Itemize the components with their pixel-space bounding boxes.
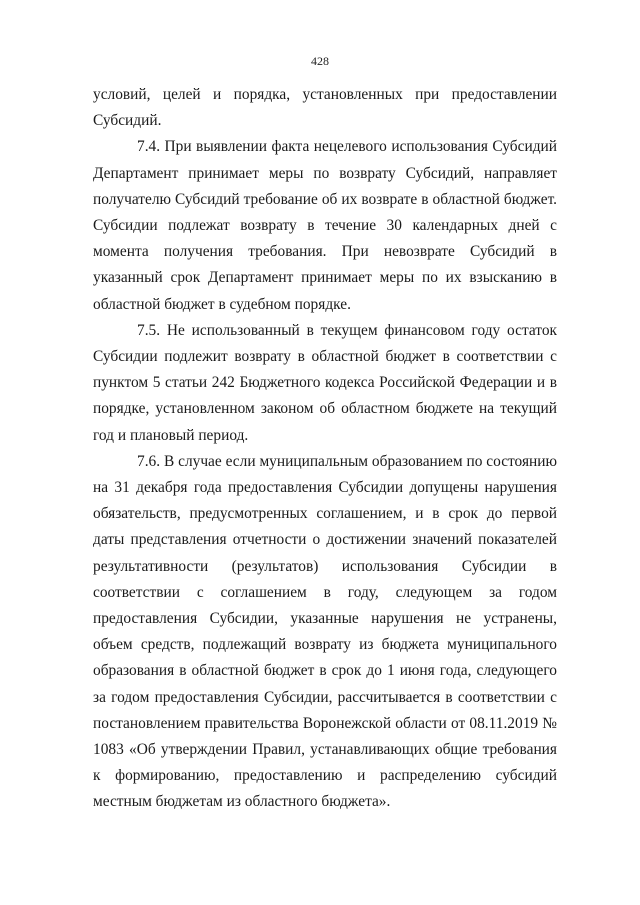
paragraph-7-5: 7.5. Не использованный в текущем финансовом году остаток Субсидии подлежит возврату в областной бюджет в соответствии с пунктом 5 статьи 242 Бюджетного кодекса Российской Федерации и в порядке, установленном законом об областном бюджете на текущий год и плановый период. bbox=[93, 321, 557, 444]
document-body bbox=[93, 82, 557, 816]
paragraph-7-6: 7.6. В случае если муниципальным образованием по состоянию на 31 декабря года предоставления Субсидии допущены нарушения обязательств, предусмотренных соглашением, и в срок до первой даты представления отчетности о достижении значений показателей результативности (результатов) использования Субсидии в соответствии с соглашением в году, следующем за годом предоставления Субсидии, указанные нарушения не устранены, объем средств, подлежащий возврату из бюджета муниципального образования в областной бюджет в срок до 1 июня года, следующего за годом предоставления Субсидии, рассчитывается в соответствии с постановлением правительства Воронежской области от 08.11.2019 № 1083 «Об утверждении Правил, устанавливающих общие требования к формированию, предоставлению и распределению субсидий местным бюджетам из областного бюджета». bbox=[93, 452, 557, 811]
page-number: 428 bbox=[311, 54, 329, 68]
paragraph-7-4: 7.4. При выявлении факта нецелевого использования Субсидий Департамент принимает меры по возврату Субсидий, направляет получателю Субсидий требование об их возврате в областной бюджет. Субсидии подлежат возврату в течение 30 календарных дней с момента получения требования. При невозврате Субсидий в указанный срок Департамент принимает меры по их взысканию в областной бюджет в судебном порядке. bbox=[93, 138, 557, 313]
paragraph-continuation: условий, целей и порядка, установленных при предоставлении Субсидий. bbox=[93, 86, 557, 130]
